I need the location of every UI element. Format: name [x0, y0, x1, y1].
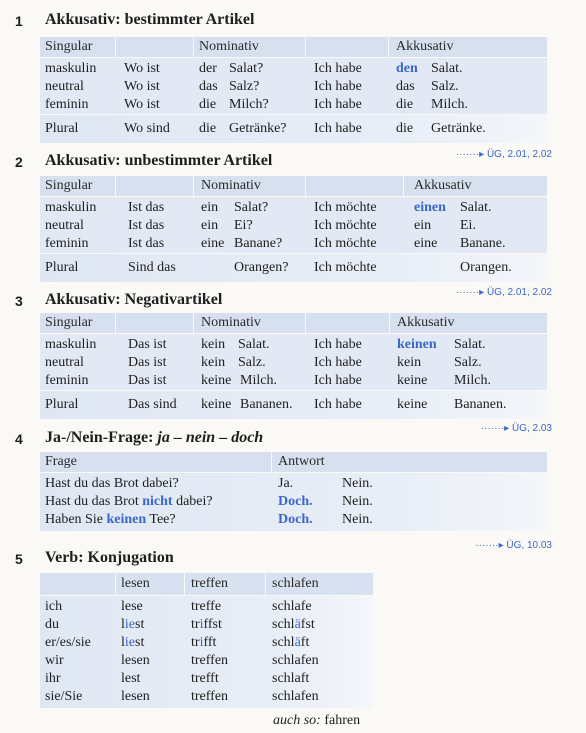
- cell: Ist das: [128, 236, 165, 251]
- cell: keine: [201, 373, 232, 388]
- verb-form: schlafe: [272, 599, 312, 614]
- header-akkusativ: Akkusativ: [414, 178, 472, 193]
- cell: Bananen.: [454, 397, 507, 412]
- cell: keine: [397, 397, 428, 412]
- answer: Nein.: [342, 494, 373, 509]
- answer-doch: Doch.: [278, 494, 313, 509]
- verb-form: schläft: [272, 635, 310, 650]
- cell: Orangen?: [234, 260, 289, 275]
- cell: Ich habe: [314, 373, 362, 388]
- verb-form: trefft: [191, 671, 219, 686]
- grammar-reference[interactable]: ·······▸ ÜG, 10.03: [475, 540, 552, 551]
- person: er/es/sie: [45, 635, 91, 650]
- cell: die: [396, 97, 414, 112]
- cell: Wo ist: [124, 97, 160, 112]
- header-schlafen: schlafen: [272, 576, 319, 591]
- cell: kein: [397, 355, 422, 370]
- cell: das: [396, 79, 415, 94]
- person: wir: [45, 653, 64, 668]
- cell: Banane.: [460, 236, 506, 251]
- person: sie/Sie: [45, 689, 83, 704]
- answer: Ja.: [278, 476, 294, 491]
- cell: Plural: [45, 397, 79, 412]
- cell: Ich möchte: [314, 260, 377, 275]
- cell: ein: [414, 218, 432, 233]
- section-number: 1: [15, 13, 23, 29]
- section-title: Akkusativ: Negativartikel: [45, 291, 223, 308]
- cell: Das ist: [128, 337, 167, 352]
- cell: Ich habe: [314, 61, 362, 76]
- header-nominativ: Nominativ: [199, 39, 259, 54]
- cell: Plural: [45, 121, 79, 136]
- table-header: [40, 313, 547, 333]
- verb-form: trifft: [191, 635, 217, 650]
- header-singular: Singular: [45, 178, 93, 193]
- cell: Das ist: [128, 355, 167, 370]
- header-lesen: lesen: [121, 576, 150, 591]
- cell: Getränke.: [431, 121, 486, 136]
- answer-doch: Doch.: [278, 512, 313, 527]
- cell: Salat.: [238, 337, 270, 352]
- cell: Wo ist: [124, 61, 160, 76]
- cell: Ich habe: [314, 397, 362, 412]
- cell: Das sind: [128, 397, 177, 412]
- cell: keine: [201, 397, 232, 412]
- highlighted-article: den: [396, 61, 418, 76]
- cell: keine: [397, 373, 428, 388]
- cell: das: [199, 79, 218, 94]
- cell: eine: [414, 236, 438, 251]
- section-title: Akkusativ: unbestimmter Artikel: [45, 152, 273, 169]
- header-nominativ: Nominativ: [201, 178, 261, 193]
- cell: Ich möchte: [314, 218, 377, 233]
- question: Hast du das Brot nicht dabei?: [45, 494, 213, 509]
- verb-form: lesen: [121, 653, 150, 668]
- cell: eine: [201, 236, 225, 251]
- verb-form: lese: [121, 599, 143, 614]
- header-nominativ: Nominativ: [201, 315, 261, 330]
- verb-form: schlafen: [272, 653, 319, 668]
- section-number: 4: [15, 431, 23, 447]
- cell: Das ist: [128, 373, 167, 388]
- section-title: Akkusativ: bestimmter Artikel: [45, 11, 255, 28]
- cell: neutral: [45, 355, 84, 370]
- header-singular: Singular: [45, 315, 93, 330]
- cell: Ei.: [460, 218, 476, 233]
- person: ich: [45, 599, 63, 614]
- verb-form: schläfst: [272, 617, 315, 632]
- section-number: 2: [15, 154, 23, 170]
- grammar-reference[interactable]: ·······▸ ÜG, 2.03: [480, 423, 552, 434]
- answer: Nein.: [342, 512, 373, 527]
- cell: die: [199, 97, 217, 112]
- table-header: [40, 37, 547, 57]
- cell: Salz.: [238, 355, 266, 370]
- grammar-reference[interactable]: ·······▸ ÜG, 2.01, 2.02: [455, 287, 552, 298]
- verb-form: liest: [121, 635, 145, 650]
- person: du: [45, 617, 59, 632]
- cell: kein: [201, 355, 226, 370]
- cell: Milch.: [454, 373, 491, 388]
- person: ihr: [45, 671, 61, 686]
- question: Hast du das Brot dabei?: [45, 476, 179, 491]
- cell: die: [199, 121, 217, 136]
- cell: Ich möchte: [314, 236, 377, 251]
- cell: Salat.: [431, 61, 463, 76]
- cell: ein: [201, 218, 219, 233]
- cell: neutral: [45, 79, 84, 94]
- cell: Ei?: [234, 218, 253, 233]
- cell: der: [199, 61, 217, 76]
- cell: Ich habe: [314, 97, 362, 112]
- cell: Plural: [45, 260, 79, 275]
- cell: kein: [201, 337, 226, 352]
- header-treffen: treffen: [191, 576, 229, 591]
- header-akkusativ: Akkusativ: [397, 315, 455, 330]
- verb-form: schlafen: [272, 689, 319, 704]
- verb-form: liest: [121, 617, 145, 632]
- cell: Salz.: [431, 79, 459, 94]
- cell: feminin: [45, 236, 89, 251]
- table-body: [40, 58, 547, 114]
- cell: ein: [201, 200, 219, 215]
- highlighted-article: keinen: [397, 337, 437, 352]
- cell: Ich möchte: [314, 200, 377, 215]
- cell: Banane?: [234, 236, 283, 251]
- cell: die: [396, 121, 414, 136]
- cell: Ich habe: [314, 79, 362, 94]
- section-number: 3: [15, 293, 23, 309]
- cell: Salat?: [234, 200, 269, 215]
- cell: Getränke?: [229, 121, 287, 136]
- verb-form: treffen: [191, 689, 229, 704]
- cell: Milch.: [240, 373, 277, 388]
- cell: Salat.: [460, 200, 492, 215]
- cell: maskulin: [45, 337, 97, 352]
- cell: Ist das: [128, 200, 165, 215]
- cell: Salz.: [454, 355, 482, 370]
- cell: maskulin: [45, 61, 97, 76]
- header-singular: Singular: [45, 39, 93, 54]
- cell: Milch.: [431, 97, 468, 112]
- cell: Bananen.: [240, 397, 293, 412]
- cell: Ist das: [128, 218, 165, 233]
- cell: Wo sind: [124, 121, 170, 136]
- cell: Salz?: [229, 79, 260, 94]
- verb-form: lesen: [121, 689, 150, 704]
- cell: maskulin: [45, 200, 97, 215]
- also-note: auch so: fahren: [273, 713, 361, 728]
- cell: feminin: [45, 373, 89, 388]
- header-antwort: Antwort: [278, 454, 325, 469]
- verb-form: schlaft: [272, 671, 310, 686]
- section-title: Verb: Konjugation: [45, 549, 174, 566]
- cell: Salat.: [454, 337, 486, 352]
- cell: Sind das: [128, 260, 176, 275]
- section-number: 5: [15, 551, 23, 567]
- verb-form: treffen: [191, 653, 229, 668]
- header-frage: Frage: [45, 454, 77, 469]
- cell: Milch?: [229, 97, 269, 112]
- highlighted-article: einen: [414, 200, 446, 215]
- cell: Ich habe: [314, 337, 362, 352]
- verb-form: treffe: [191, 599, 222, 614]
- cell: neutral: [45, 218, 84, 233]
- cell: Salat?: [229, 61, 264, 76]
- grammar-reference[interactable]: ·······▸ ÜG, 2.01, 2.02: [455, 149, 552, 160]
- verb-form: lest: [121, 671, 141, 686]
- cell: feminin: [45, 97, 89, 112]
- question: Haben Sie keinen Tee?: [45, 512, 176, 527]
- verb-form: triffst: [191, 617, 222, 632]
- cell: Ich habe: [314, 121, 362, 136]
- header-akkusativ: Akkusativ: [396, 39, 454, 54]
- cell: Ich habe: [314, 355, 362, 370]
- cell: Wo ist: [124, 79, 160, 94]
- answer: Nein.: [342, 476, 373, 491]
- cell: Orangen.: [460, 260, 512, 275]
- section-title: Ja-/Nein-Frage: ja – nein – doch: [45, 429, 264, 446]
